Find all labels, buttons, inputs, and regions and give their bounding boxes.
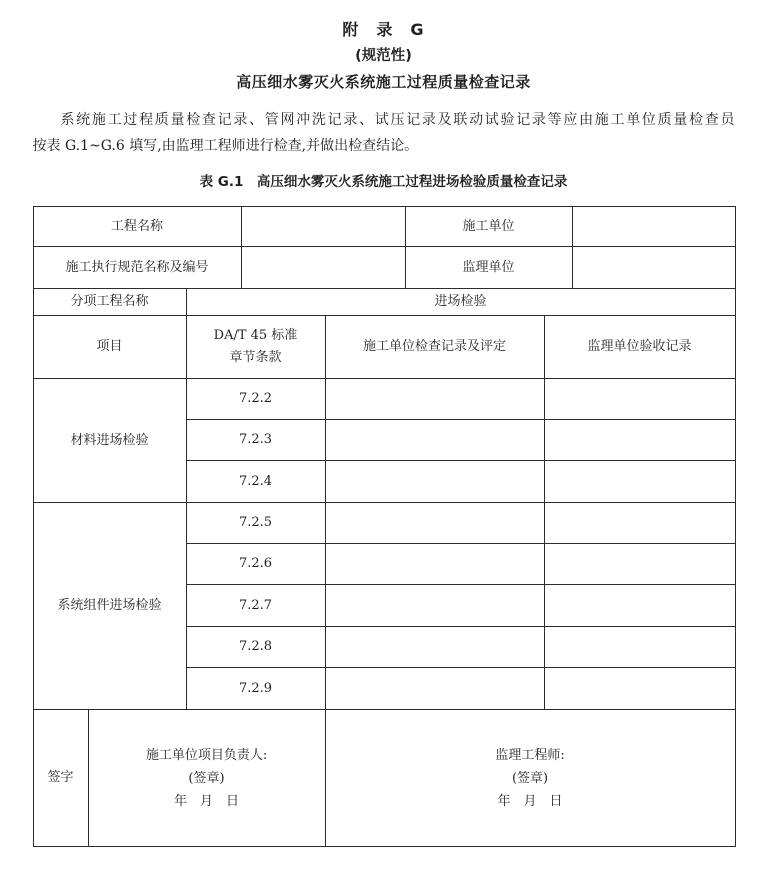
normative-label: (规范性) [355, 48, 412, 64]
group-label-cell-materials: 材料进场检验 [33, 379, 186, 503]
document-title: 高压细水雾灭火系统施工过程质量检查记录 [236, 73, 531, 91]
construction-record-cell [325, 379, 544, 420]
construction-record-cell [325, 420, 544, 461]
supervision-record-cell [544, 420, 735, 461]
clause-cell: 7.2.2 [186, 379, 325, 420]
construction-seal-label: (签章) [188, 770, 225, 786]
supervisor-signer-label: 监理工程师: [495, 747, 565, 763]
supervision-record-cell [544, 585, 735, 627]
table-row [33, 289, 735, 316]
project-name-label-cell: 工程名称 [33, 207, 241, 247]
table-header-row [33, 316, 735, 379]
clause-cell: 7.2.3 [186, 420, 325, 461]
clause-cell: 7.2.5 [186, 503, 325, 544]
intro-paragraph [33, 107, 735, 159]
table-row [33, 207, 735, 247]
standard-clause-header-cell [186, 316, 325, 379]
intro-line-1: 系统施工过程质量检查记录、管网冲洗记录、试压记录及联动试验记录等应由施工单位质量检查员 [60, 112, 735, 128]
supervisor-date-label: 年 月 日 [497, 793, 563, 809]
table-row [33, 379, 735, 420]
inspection-record-table [33, 206, 736, 847]
signature-label-cell: 签字 [33, 710, 88, 847]
supervision-record-cell [544, 379, 735, 420]
supervision-record-cell [544, 503, 735, 544]
spec-name-value-cell [241, 247, 405, 289]
clause-cell: 7.2.8 [186, 627, 325, 668]
document-page [33, 0, 735, 847]
construction-record-cell [325, 627, 544, 668]
clause-cell: 7.2.6 [186, 544, 325, 585]
supervision-unit-value-cell [572, 247, 735, 289]
construction-record-cell [325, 503, 544, 544]
construction-record-header-cell: 施工单位检查记录及评定 [325, 316, 544, 379]
construction-signature-block [146, 744, 267, 813]
clause-cell: 7.2.7 [186, 585, 325, 627]
supervision-record-cell [544, 461, 735, 503]
supervision-record-cell [544, 544, 735, 585]
appendix-title: 附 录 G [342, 20, 425, 39]
supervision-record-header-cell: 监理单位验收记录 [544, 316, 735, 379]
item-header-cell: 项目 [33, 316, 186, 379]
site-inspection-header-cell: 进场检验 [186, 289, 735, 316]
sub-project-label-cell: 分项工程名称 [33, 289, 186, 316]
supervision-record-cell [544, 668, 735, 710]
construction-record-cell [325, 668, 544, 710]
table-caption: 表 G.1 高压细水雾灭火系统施工过程进场检验质量检查记录 [199, 174, 568, 190]
signature-left-cell [88, 710, 325, 847]
standard-clause-line-1: DA/T 45 标准 [213, 328, 298, 343]
intro-line-2: 按表 G.1~G.6 填写,由监理工程师进行检查,并做出检查结论。 [32, 138, 419, 154]
signature-right-cell [325, 710, 735, 847]
construction-unit-label-cell: 施工单位 [405, 207, 572, 247]
group-label-cell-components: 系统组件进场检验 [33, 503, 186, 710]
standard-clause-line-2: 章节条款 [229, 350, 282, 365]
table-row [33, 503, 735, 544]
clause-cell: 7.2.4 [186, 461, 325, 503]
construction-record-cell [325, 461, 544, 503]
supervisor-signature-block [495, 744, 564, 813]
spec-name-label-cell: 施工执行规范名称及编号 [33, 247, 241, 289]
construction-unit-value-cell [572, 207, 735, 247]
signature-row [33, 710, 735, 847]
construction-signer-label: 施工单位项目负责人: [145, 747, 268, 763]
construction-date-label: 年 月 日 [174, 793, 240, 809]
project-name-value-cell [241, 207, 405, 247]
table-row [33, 247, 735, 289]
construction-record-cell [325, 585, 544, 627]
supervision-unit-label-cell: 监理单位 [405, 247, 572, 289]
clause-cell: 7.2.9 [186, 668, 325, 710]
construction-record-cell [325, 544, 544, 585]
supervision-record-cell [544, 627, 735, 668]
supervisor-seal-label: (签章) [511, 770, 549, 786]
